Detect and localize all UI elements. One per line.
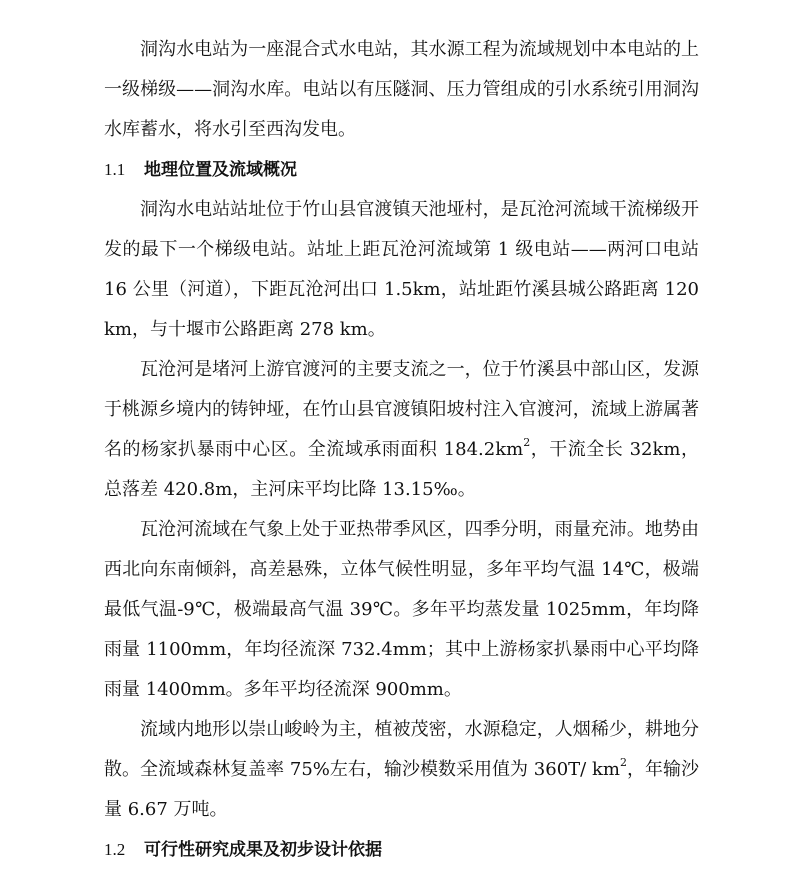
section-number: 1.1 [104,160,126,179]
section-title: 地理位置及流域概况 [144,160,297,180]
section-number: 1.2 [104,840,126,859]
climate-paragraph: 瓦沧河流域在气象上处于亚热带季风区，四季分明，雨量充沛。地势由西北向东南倾斜，高差悬殊，立体气候性明显，多年平均气温 14℃，极端最低气温-9℃，极端最高气温 39℃。多年平均蒸发量 1025mm，年均降雨量 1100mm，年均径流深 732.4mm；其中上游杨家扒暴雨中心平均降雨量 1400mm。多年平均径流深 900mm。 [104,519,699,700]
river-text-after: ，干流全长 32km，总落差 420.8m，主河床平均比降 13.15‰。 [104,439,699,500]
terrain-paragraph [104,710,699,830]
section-heading-1-1 [104,150,699,190]
location-paragraph: 洞沟水电站站址位于竹山县官渡镇天池垭村，是瓦沧河流域干流梯级开发的最下一个梯级电站。站址上距瓦沧河流域第 1 级电站——两河口电站 16 公里（河道），下距瓦沧河出口 1.5km，站址距竹溪县城公路距离 120 km，与十堰市公路距离 278 km。 [104,199,699,340]
terrain-text-after: ，年输沙量 6.67 万吨。 [104,759,699,820]
superscript-2: 2 [619,756,627,769]
river-paragraph [104,350,699,510]
terrain-text-before: 流域内地形以崇山峻岭为主，植被茂密，水源稳定，人烟稀少，耕地分散。全流域森林复盖率 75%左右，输沙模数采用值为 360T/ km [104,719,699,780]
intro-paragraph: 洞沟水电站为一座混合式水电站，其水源工程为流域规划中本电站的上一级梯级——洞沟水库。电站以有压隧洞、压力管组成的引水系统引用洞沟水库蓄水，将水引至西沟发电。 [104,39,699,140]
superscript-2: 2 [523,436,531,449]
river-text-before: 瓦沧河是堵河上游官渡河的主要支流之一，位于竹溪县中部山区，发源于桃源乡境内的铸钟垭，在竹山县官渡镇阳坡村注入官渡河，流域上游属著名的杨家扒暴雨中心区。全流域承雨面积 184.2km [104,359,699,460]
section-title: 可行性研究成果及初步设计依据 [144,840,382,860]
section-heading-1-2 [104,830,699,870]
